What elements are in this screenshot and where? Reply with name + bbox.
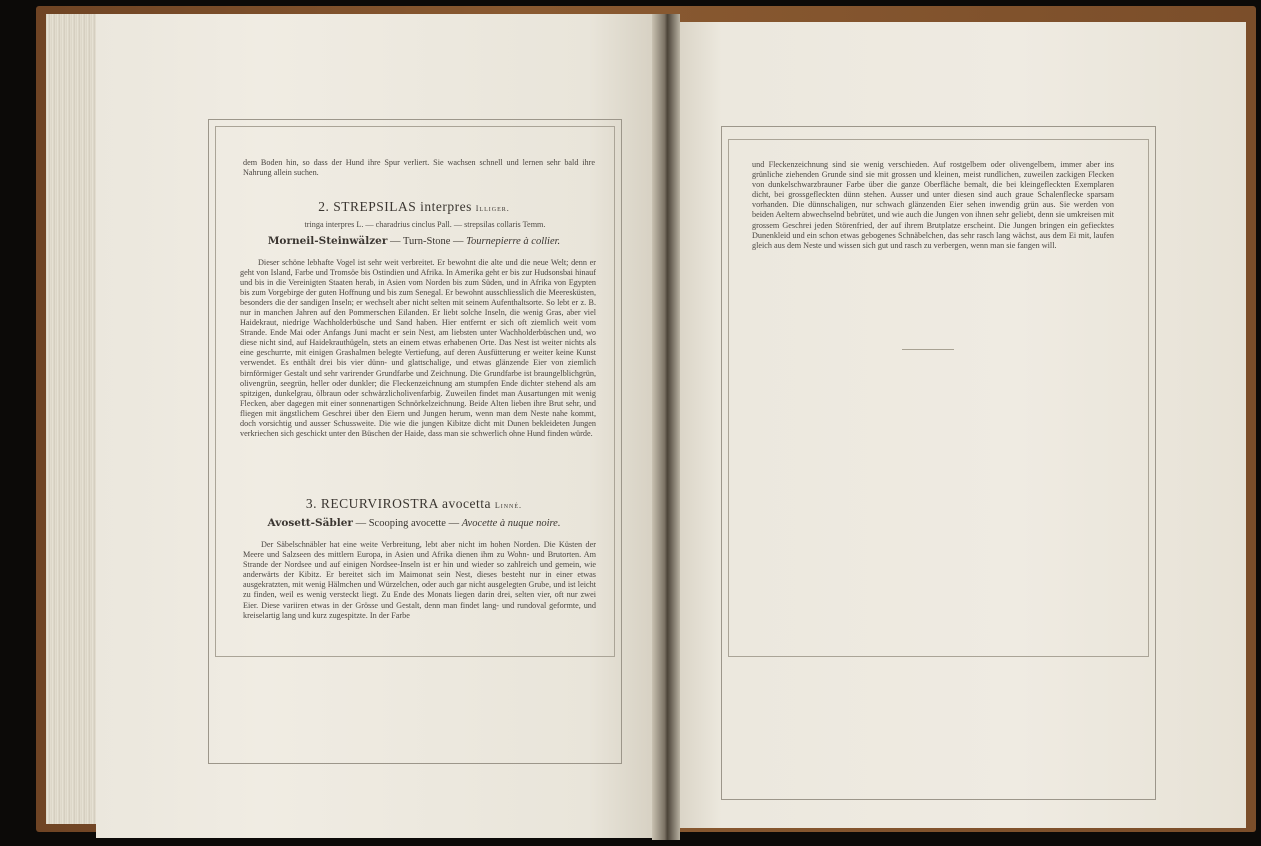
- section2-author: Illiger.: [475, 204, 510, 213]
- section3-title: RECURVIROSTRA avocetta: [320, 496, 491, 511]
- end-divider: [902, 349, 954, 350]
- section2-name-german: Morneil-Steinwälzer: [267, 235, 388, 247]
- intro-paragraph: [243, 158, 595, 178]
- section3-name-french: Avocette à nuque noire.: [461, 518, 561, 529]
- right-page-body: [752, 160, 1114, 251]
- section3-body: [243, 540, 596, 621]
- section2-number: 2.: [318, 199, 330, 214]
- section2-name-english: Turn-Stone: [402, 236, 451, 247]
- section2-body-text: Dieser schöne lebhafte Vogel ist sehr weit verbreitet. Er bewohnt die alte und die neue Welt; denn er geht von Island, Farbe und Tromsöe bis Ostindien und Afrika. In Amerika geht er bis zur Hudsonsbai hinauf und bis in die Vereinigten Staaten herab, in Asien vom Norden bis zum Süden, und in Afrika von Egypten bis zum Vorgebirge der guten Hoffnung und bis zum Senegal. Er bewohnt ausschliesslich die Meeresküsten, besonders die der sandigen Inseln; er wechselt aber nicht selten mit seinem Aufenthaltsorte. So lebt er z. B. nur in manchen Jahren auf den Pommerschen Eilanden. Er liebt solche Inseln, die wenig Gras, aber viel Haidekraut, niedrige Wachholderbüsche und Sand haben. Hier entfernt er sich oft ziemlich weit vom Strande. Ende Mai oder Anfangs Juni macht er sein Nest, am liebsten unter Wachholderbüschen und, wo diese nicht sind, auf Haidekrauthügeln, stets an einem etwas erhabenen Orte. Das Nest ist weiter nichts als eine geschurrte, mit einigen Grashalmen belegte Vertiefung, auf deren Ausfütterung er weiter keine Kunst verwendet. Es enthält drei bis vier dünn- und glattschalige, und etwas glänzende Eier von ziemlich birnförmiger Gestalt und sehr varirender Grundfarbe und Zeichnung. Die Grundfarbe ist braungelblichgrün, olivengrün, seegrün, heller oder dunkler; die Fleckenzeichnung am stumpfen Ende dichter stehend als am spitzigen, dunkelgrau, ölbraun oder schwärzlicholivenfarbig. Zuweilen findet man Ausartungen mit wenig Flecken, aber dagegen mit einer sonnenartigen Schnörkelzeichnung. Beide Alten lieben ihre Brut sehr, und fliegen mit ängstlichem Geschrei über den Eiern und Jungen herum, wenn man dem Neste nahe kommt, doch vorsichtig und ausser Schussweite. Die wie die jungen Kibitze dicht mit Dunen bekleideten Jungen verkriechen sich geschickt unter den Büschen der Haide, dass man sie schwerlich ohne Hund finden würde.: [240, 258, 596, 438]
- section2-name-french: Tournepierre à collier.: [466, 236, 561, 247]
- section3-common-names: Avosett-Säbler — Scooping avocette — Avocette à nuque noire.: [267, 517, 561, 529]
- section3-heading: [215, 496, 613, 512]
- section3-name-german: Avosett-Säbler: [267, 517, 353, 529]
- intro-text: dem Boden hin, so dass der Hund ihre Spur verliert. Sie wachsen schnell und lernen sehr bald ihre Nahrung allein suchen.: [243, 158, 595, 178]
- section3-name-english: Scooping avocette: [368, 518, 446, 529]
- section2-title: STREPSILAS interpres: [333, 199, 472, 214]
- section3-body-text: Der Säbelschnäbler hat eine weite Verbreitung, lebt aber nicht im hohen Norden. Die Küsten der Meere und Salzseen des mittlern Europa, in Asien und Afrika dienen ihm zu Wohn- und Brutorten. Am Strande der Nordsee und auf einigen Nordsee-Inseln ist er hin und wieder so zahlreich und gemein, wie anderwärts der Kibitz. Er bereitet sich im Maimonat sein Nest, dieses besteht nur in einer etwas ausgekratzten, mit wenig Hälmchen und Würzelchen, oder auch gar nicht ausgelegten Grube, und ist leicht zu finden, weil es wenig versteckt liegt. Zu Ende des Monats liegen darin drei, selten vier, oft nur zwei Eier. Diese variiren etwas in der Grösse und Gestalt, denn man findet lang- und rundoval geformte, und kreiselartig lang und kurz zugespitzte. In der Farbe: [243, 540, 596, 620]
- section2-synonyms: [215, 220, 635, 229]
- section2-body: [240, 258, 596, 439]
- section2-common-names: Morneil-Steinwälzer — Turn-Stone — Tournepierre à collier.: [267, 235, 561, 247]
- section3-author: Linné.: [494, 501, 523, 510]
- section2-heading: [215, 199, 613, 215]
- section2-synonyms-text: tringa interpres L. — charadrius cinclus Pall. — strepsilas collaris Temm.: [304, 220, 546, 229]
- right-page-body-text: und Fleckenzeichnung sind sie wenig verschieden. Auf rostgelbem oder olivengelbem, immer aber ins grünliche ziehenden Grunde sind sie mit grossen und kleinen, meist rundlichen, zuweilen zackigen Flecken von dunkelschwarzbrauner Farbe über die ganze Oberfläche bemalt, die bei kleingefleckten Exemplaren dicht, bei grossgefleckten dünn stehen. Ausser und unter diesen sind auch graue Schalenflecke sparsam vorhanden. Die dünnschaligen, nur schwach glänzenden Eier sehen inwendig grün aus. Sie werden von beiden Aeltern abwechselnd bebrütet, und wie auch die Jungen von ihnen sehr geliebt, denn sie umkreisen mit grossem Geschrei jeden Störenfried, der auf ihrem Brutplatze erscheint. Die Jungen bringen ein gefiecktes Dunenkleid und ein schon etwas gebogenes Schnäbelchen, das sehr rasch lang wächst, aus dem Ei mit, laufen gleich aus dem Neste und wissen sich gut und rasch zu verbergen, wenn man sie fangen will.: [752, 160, 1114, 250]
- section3-number: 3.: [305, 496, 318, 511]
- book-gutter: [652, 14, 680, 840]
